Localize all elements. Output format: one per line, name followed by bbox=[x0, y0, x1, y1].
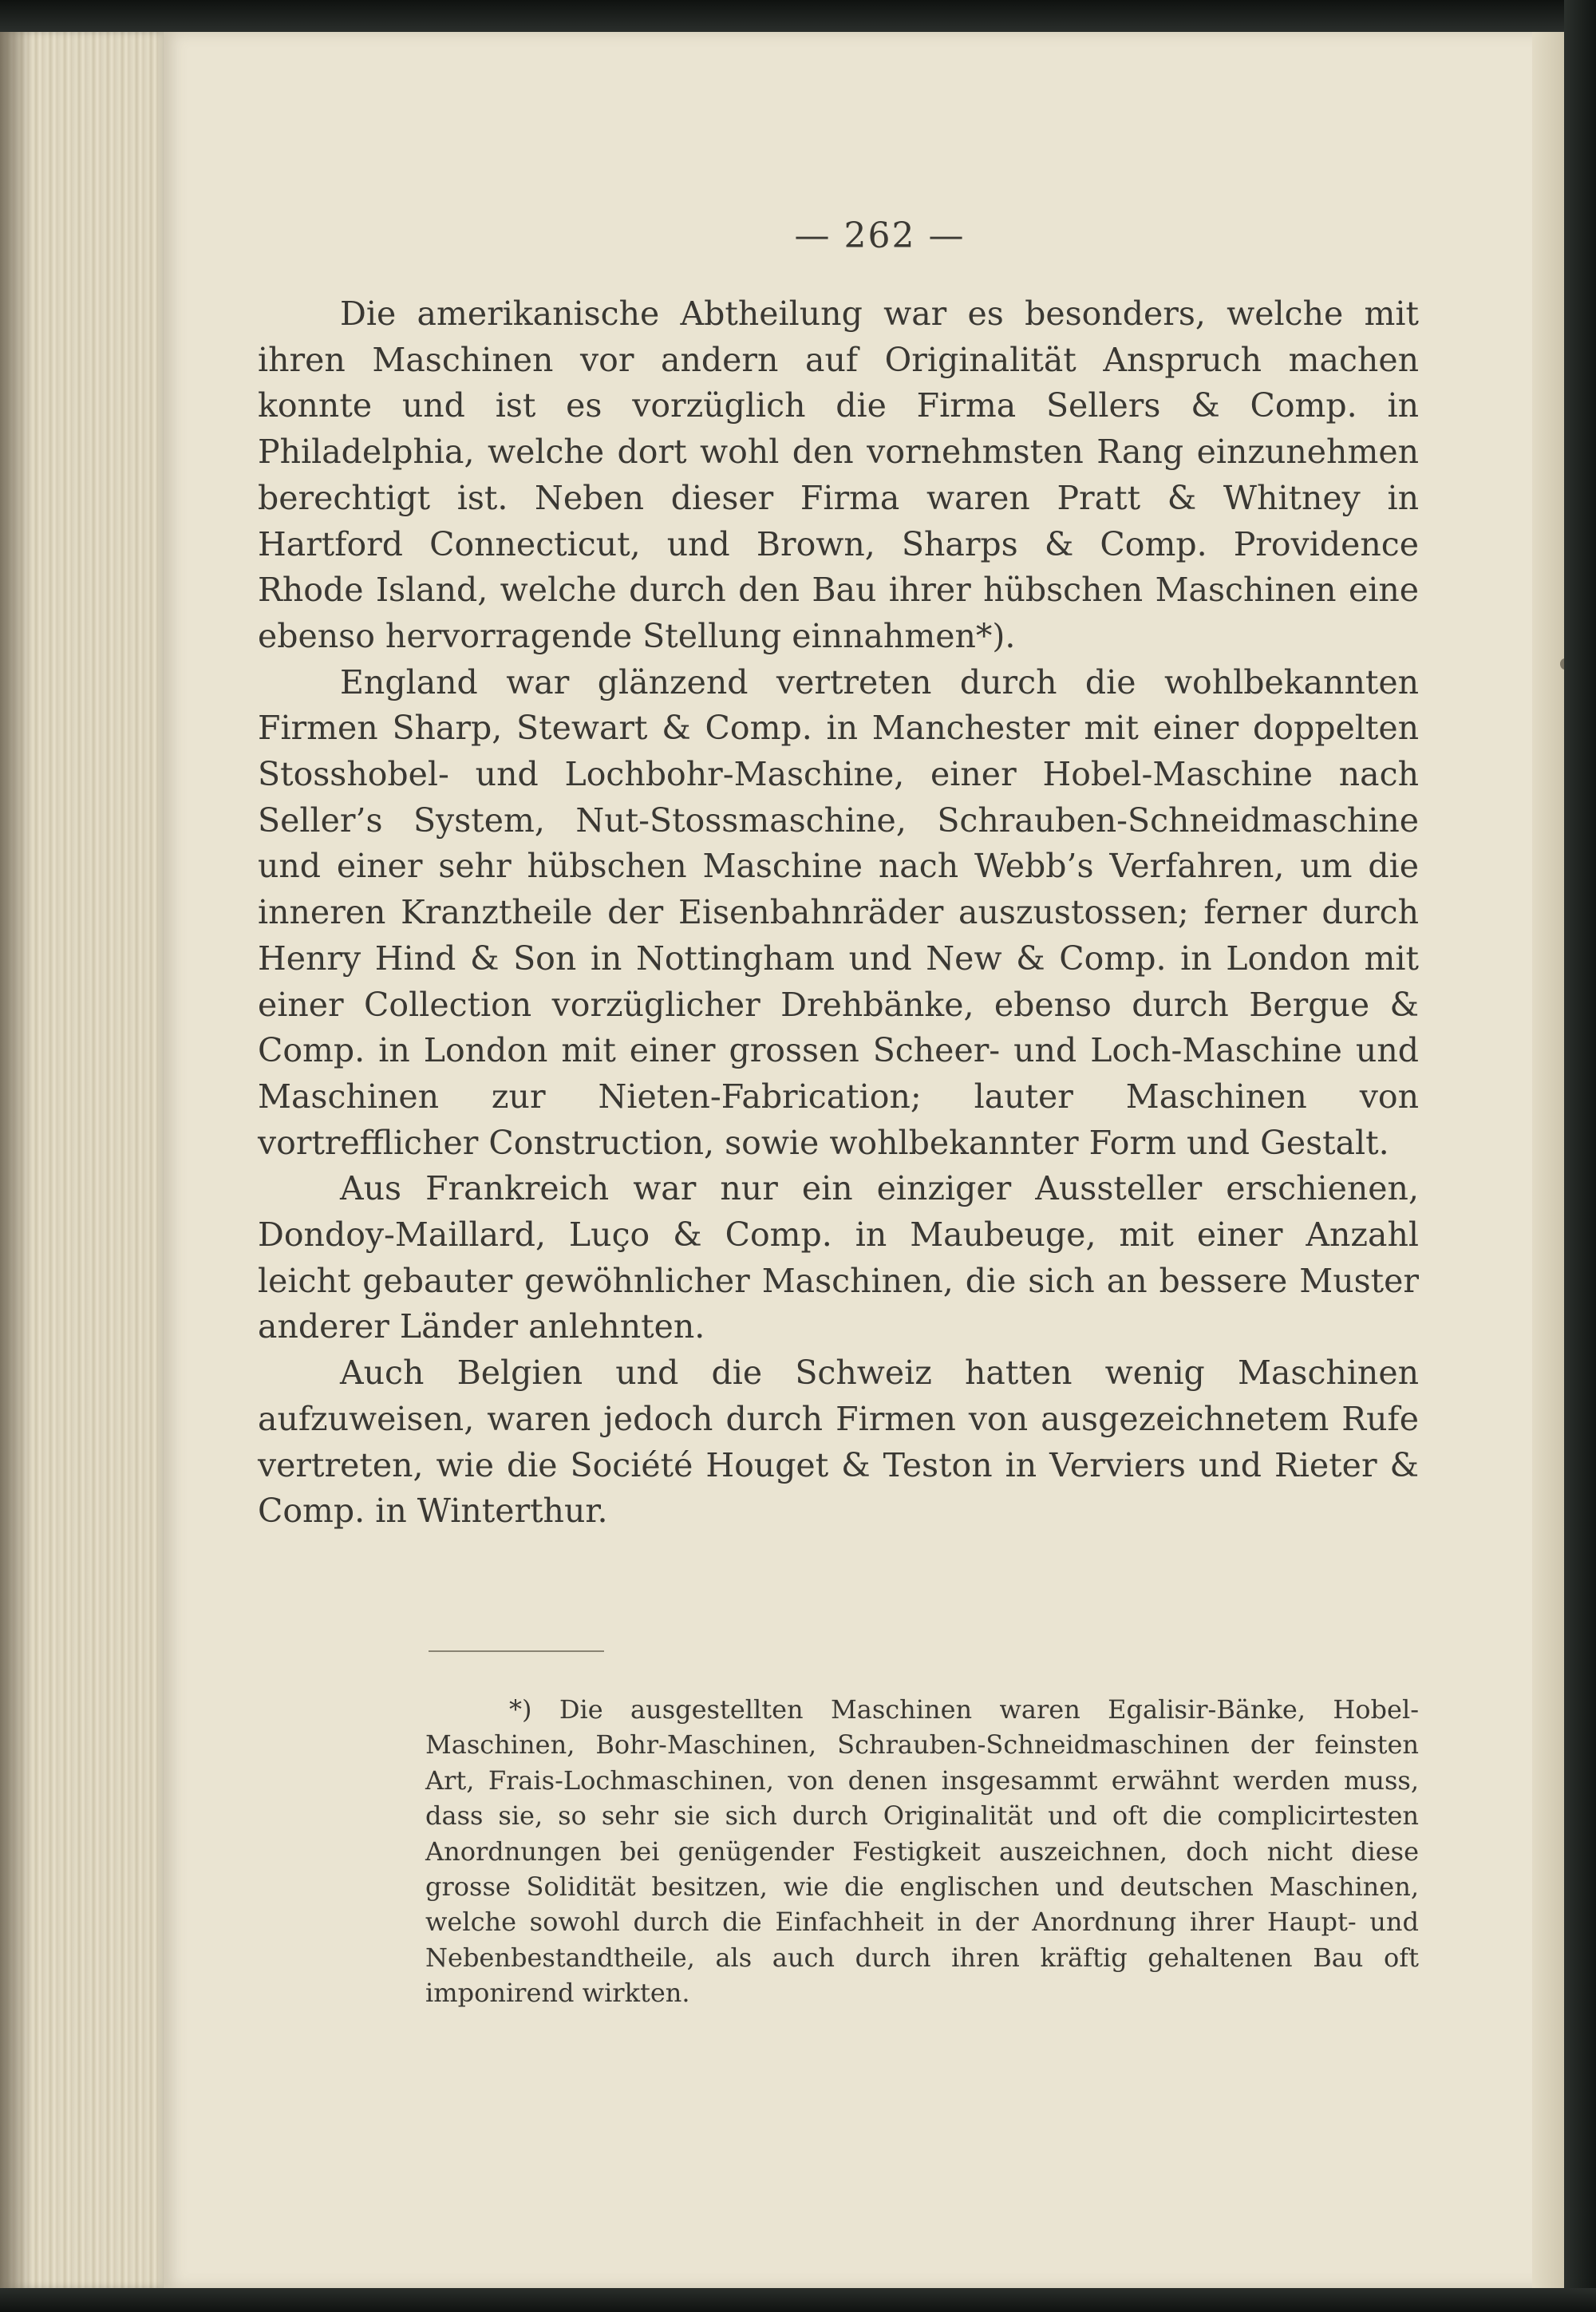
paragraph-france: Aus Frankreich war nur ein einziger Aussteller erschienen, Dondoy-Maillard, Luço & Comp. in Maubeuge, mit einer Anzahl leicht gebauter gewöhnlicher Maschinen, die sich an bessere Muster anderer Länder anlehnten. bbox=[258, 1169, 1419, 1346]
main-text bbox=[258, 291, 1419, 1535]
book-cover-right bbox=[1564, 0, 1596, 2312]
book-cover-top bbox=[0, 0, 1596, 32]
book-cover-bottom bbox=[0, 2288, 1596, 2312]
paragraph-belgium-switzerland: Auch Belgien und die Schweiz hatten wenig Maschinen aufzuweisen, waren jedoch durch Firmen von ausgezeichnetem Rufe vertreten, wie die Société Houget & Teston in Verviers und Rieter & Comp. in Winterthur. bbox=[258, 1354, 1419, 1531]
page-edges-shadow bbox=[0, 32, 32, 2288]
page-edges bbox=[0, 32, 168, 2288]
footnote-divider bbox=[429, 1650, 604, 1652]
paragraph-england: England war glänzend vertreten durch die wohlbekannten Firmen Sharp, Stewart & Comp. in Manchester mit einer doppelten Stosshobel- und Lochbohr-Maschine, einer Hobel-Maschine nach Seller’s System, Nut-Stossmaschine, Schrauben-Schneidmaschine und einer sehr hübschen Maschine nach Webb’s Verfahren, um die inneren Kranztheile der Eisenbahnräder auszustossen; ferner durch Henry Hind & Son in Nottingham und New & Comp. in London mit einer Collection vorzüglicher Drehbänke, ebenso durch Bergue & Comp. in London mit einer grossen Scheer- und Loch-Maschine und Maschinen zur Nieten-Fabrication; lauter Maschinen von vortrefflicher Construction, sowie wohlbekannter Form und Gestalt. bbox=[258, 662, 1419, 1162]
opposite-page-edge bbox=[1532, 32, 1564, 2288]
paragraph-america: Die amerikanische Abtheilung war es besonders, welche mit ihren Maschinen vor andern auf Originalität Anspruch machen konnte und ist es vorzüglich die Firma Sellers & Comp. in Philadelphia, welche dort wohl den vornehmsten Rang einzunehmen berechtigt ist. Neben dieser Firma waren Pratt & Whitney in Hartford Connecticut, und Brown, Sharps & Comp. Providence Rhode Island, welche durch den Bau ihrer hübschen Maschinen eine ebenso hervorragende Stellung einnahmen*). bbox=[258, 294, 1419, 655]
page-number: — 262 — bbox=[794, 215, 966, 256]
footnote: *) Die ausgestellten Maschinen waren Egalisir-Bänke, Hobel-Maschinen, Bohr-Maschinen, Schrauben-Schneidmaschinen der feinsten Art, Frais-Lochmaschinen, von denen insgesammt erwähnt werden muss, dass sie, so sehr sie sich durch Originalität und oft die complicirtesten Anordnungen bei genügender Festigkeit auszeichnen, doch nicht diese grosse Solidität besitzen, wie die englischen und deutschen Maschinen, welche sowohl durch die Einfachheit in der Anordnung ihrer Haupt- und Nebenbestandtheile, als auch durch ihren kräftig gehaltenen Bau oft imponirend wirkten. bbox=[425, 1694, 1419, 2009]
